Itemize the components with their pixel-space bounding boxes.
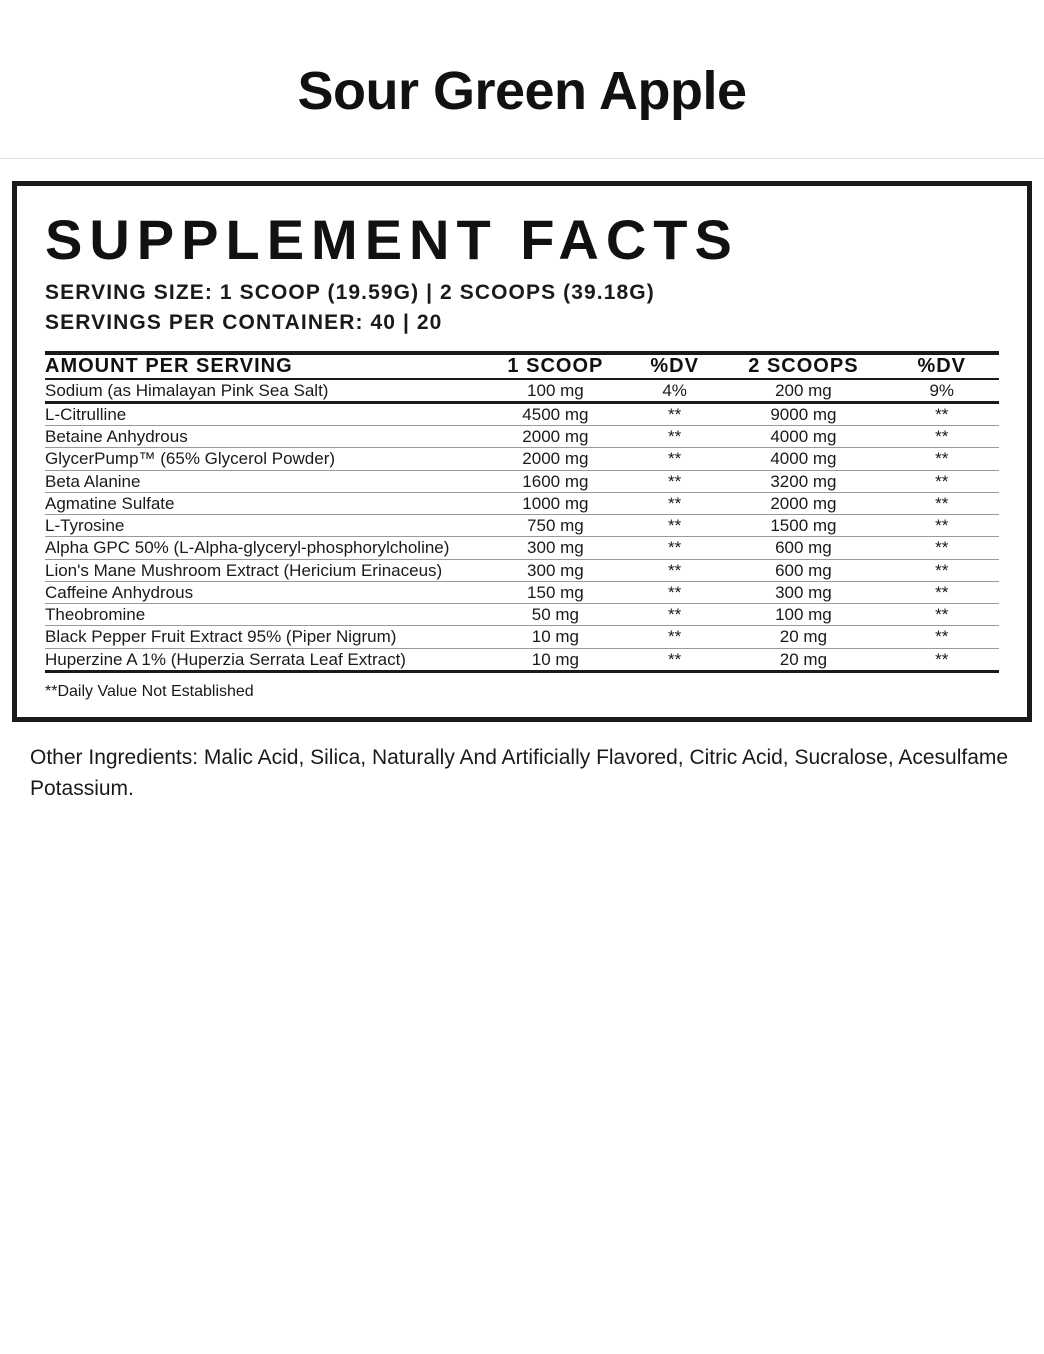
table-row: [45, 402, 999, 425]
ingredient-scoop1: 1600 mg: [484, 470, 627, 492]
serving-size-line: SERVING SIZE: 1 SCOOP (19.59G) | 2 SCOOPS (39.18G): [45, 280, 655, 304]
table-row: [45, 648, 999, 671]
ingredient-name: L-Citrulline: [45, 402, 484, 425]
ingredient-dv1: **: [627, 604, 722, 626]
ingredient-scoop1: 4500 mg: [484, 402, 627, 425]
ingredient-scoop2: 600 mg: [722, 537, 884, 559]
ingredient-scoop1: 10 mg: [484, 648, 627, 671]
ingredient-scoop2: 200 mg: [722, 379, 884, 403]
ingredient-name: GlycerPump™ (65% Glycerol Powder): [45, 448, 484, 470]
ingredient-name: Alpha GPC 50% (L-Alpha-glyceryl-phosphorylcholine): [45, 537, 484, 559]
ingredient-dv1: 4%: [627, 379, 722, 403]
ingredient-dv2: **: [885, 604, 1000, 626]
supplement-facts-table: [45, 351, 999, 673]
ingredient-dv1: **: [627, 448, 722, 470]
ingredient-scoop2: 100 mg: [722, 604, 884, 626]
product-flavor-page: [0, 36, 1044, 805]
servings-per-container-line: SERVINGS PER CONTAINER: 40 | 20: [45, 311, 443, 335]
header-2-scoops: 2 SCOOPS: [722, 353, 884, 379]
page-title: Sour Green Apple: [297, 61, 747, 122]
ingredient-dv1: **: [627, 402, 722, 425]
ingredient-scoop1: 50 mg: [484, 604, 627, 626]
table-row: [45, 379, 999, 403]
ingredient-scoop1: 300 mg: [484, 537, 627, 559]
ingredient-name: Betaine Anhydrous: [45, 426, 484, 448]
ingredient-scoop1: 100 mg: [484, 379, 627, 403]
ingredient-name: Beta Alanine: [45, 470, 484, 492]
ingredient-scoop2: 600 mg: [722, 559, 884, 581]
ingredient-name: Sodium (as Himalayan Pink Sea Salt): [45, 379, 484, 403]
ingredient-name: L-Tyrosine: [45, 515, 484, 537]
ingredient-scoop2: 4000 mg: [722, 448, 884, 470]
ingredient-scoop1: 300 mg: [484, 559, 627, 581]
ingredient-dv1: **: [627, 626, 722, 648]
ingredient-dv1: **: [627, 426, 722, 448]
ingredient-dv1: **: [627, 537, 722, 559]
ingredient-scoop1: 2000 mg: [484, 426, 627, 448]
supplement-facts-panel: [12, 181, 1032, 722]
ingredient-scoop2: 9000 mg: [722, 402, 884, 425]
ingredient-dv2: **: [885, 648, 1000, 671]
ingredient-scoop1: 1000 mg: [484, 492, 627, 514]
ingredient-dv1: **: [627, 470, 722, 492]
ingredient-dv2: **: [885, 537, 1000, 559]
supplement-facts-heading: SUPPLEMENT FACTS: [45, 207, 739, 271]
ingredient-scoop2: 300 mg: [722, 581, 884, 603]
table-row: [45, 604, 999, 626]
ingredient-name: Huperzine A 1% (Huperzia Serrata Leaf Extract): [45, 648, 484, 671]
supplement-facts-wrap: [0, 159, 1044, 722]
table-row: [45, 581, 999, 603]
ingredient-dv2: **: [885, 448, 1000, 470]
ingredient-name: Black Pepper Fruit Extract 95% (Piper Nigrum): [45, 626, 484, 648]
table-row: [45, 515, 999, 537]
ingredient-name: Agmatine Sulfate: [45, 492, 484, 514]
ingredient-scoop2: 2000 mg: [722, 492, 884, 514]
ingredient-dv1: **: [627, 559, 722, 581]
ingredient-scoop1: 2000 mg: [484, 448, 627, 470]
table-row: [45, 559, 999, 581]
ingredient-dv2: **: [885, 626, 1000, 648]
ingredient-dv2: **: [885, 515, 1000, 537]
ingredient-dv1: **: [627, 648, 722, 671]
ingredient-dv1: **: [627, 492, 722, 514]
header-dv-2: %DV: [885, 353, 1000, 379]
ingredient-dv2: **: [885, 426, 1000, 448]
header-1-scoop: 1 SCOOP: [484, 353, 627, 379]
ingredient-dv2: **: [885, 559, 1000, 581]
table-header-row: [45, 353, 999, 379]
ingredient-scoop1: 750 mg: [484, 515, 627, 537]
ingredient-dv2: **: [885, 470, 1000, 492]
ingredient-scoop2: 20 mg: [722, 626, 884, 648]
ingredient-name: Theobromine: [45, 604, 484, 626]
ingredient-scoop2: 4000 mg: [722, 426, 884, 448]
ingredient-scoop2: 3200 mg: [722, 470, 884, 492]
table-row: [45, 448, 999, 470]
table-row: [45, 470, 999, 492]
ingredient-dv1: **: [627, 581, 722, 603]
table-row: [45, 426, 999, 448]
ingredient-dv2: **: [885, 402, 1000, 425]
table-row: [45, 492, 999, 514]
ingredient-dv2: **: [885, 581, 1000, 603]
ingredient-name: Lion's Mane Mushroom Extract (Hericium Erinaceus): [45, 559, 484, 581]
ingredient-scoop1: 10 mg: [484, 626, 627, 648]
ingredient-name: Caffeine Anhydrous: [45, 581, 484, 603]
other-ingredients-text: Other Ingredients: Malic Acid, Silica, Naturally And Artificially Flavored, Citric Acid, Sucralose, Acesulfame Potassium.: [30, 745, 1009, 801]
table-row: [45, 626, 999, 648]
header-amount-per-serving: AMOUNT PER SERVING: [45, 353, 484, 379]
header-dv-1: %DV: [627, 353, 722, 379]
ingredient-dv2: **: [885, 492, 1000, 514]
ingredient-scoop1: 150 mg: [484, 581, 627, 603]
table-row: [45, 537, 999, 559]
daily-value-footnote: **Daily Value Not Established: [45, 682, 254, 700]
ingredient-dv2: 9%: [885, 379, 1000, 403]
ingredient-scoop2: 1500 mg: [722, 515, 884, 537]
ingredient-dv1: **: [627, 515, 722, 537]
ingredient-scoop2: 20 mg: [722, 648, 884, 671]
